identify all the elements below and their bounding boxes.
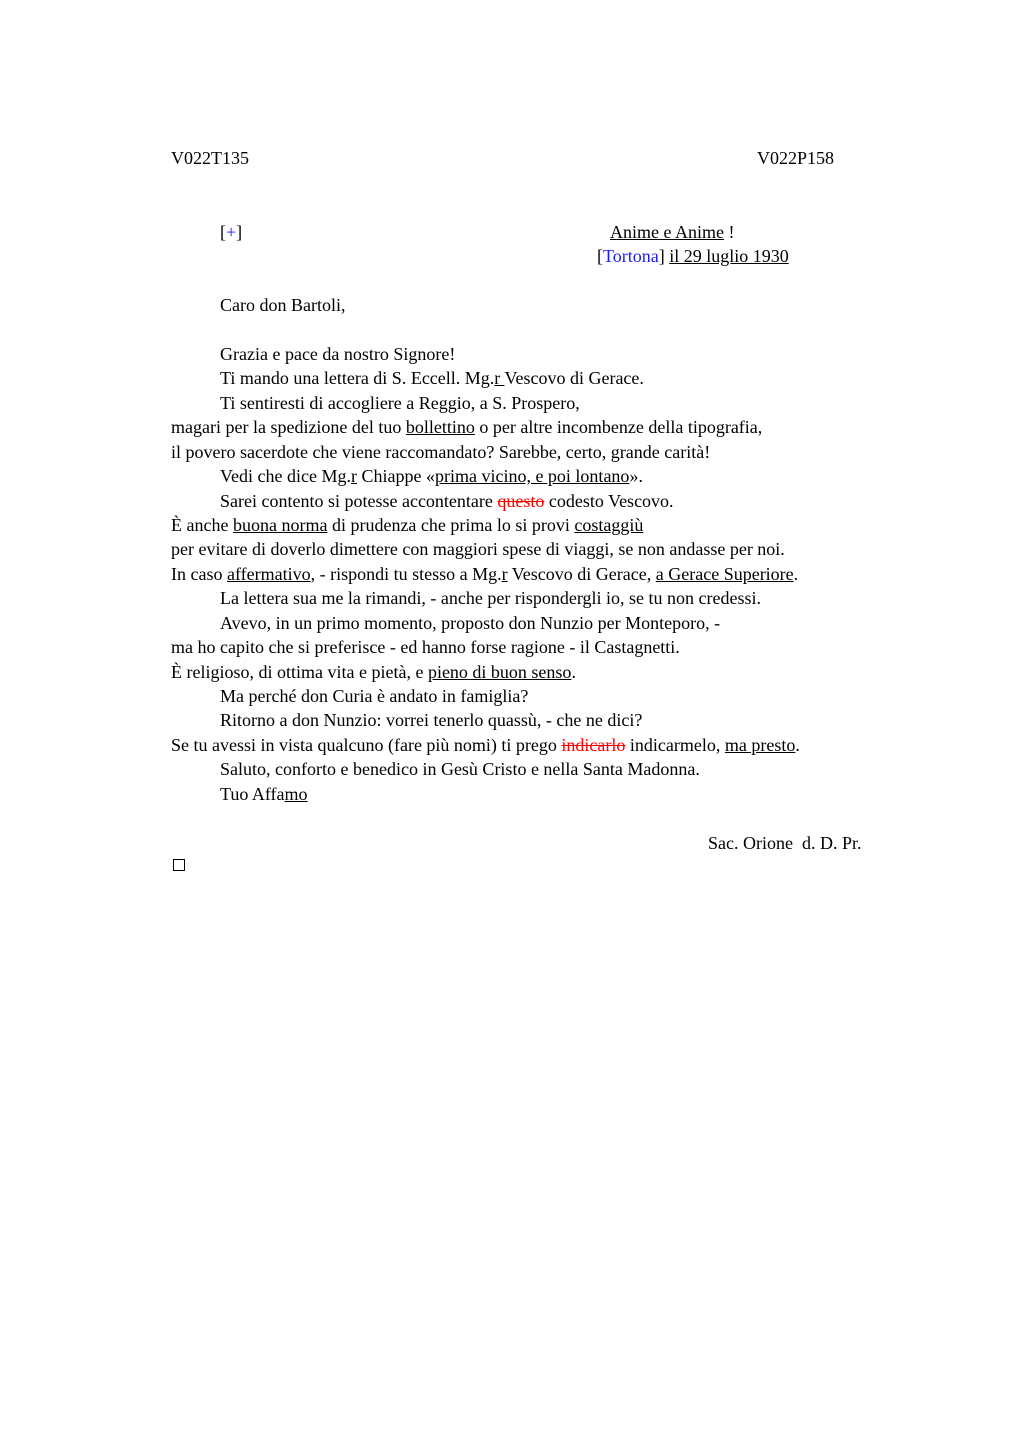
empty-square-icon: [173, 859, 185, 871]
place-date: [Tortona] il 29 luglio 1930: [597, 246, 789, 266]
body-line: Ma perché don Curia è andato in famiglia?: [220, 686, 529, 706]
salutation: Caro don Bartoli,: [220, 295, 346, 315]
document-code-right: V022P158: [757, 148, 835, 168]
body-line: Sarei contento si potesse accontentare questo codesto Vescovo.: [220, 491, 674, 511]
cross-icon: +: [226, 222, 237, 242]
letter-date: il 29 luglio 1930: [669, 246, 789, 266]
deleted-word: indicarlo: [561, 735, 626, 755]
closing: Tuo Affamo: [220, 784, 308, 804]
deleted-word: questo: [497, 491, 545, 511]
body-line: magari per la spedizione del tuo bollettino o per altre incombenze della tipografia,: [171, 417, 763, 437]
place-name: Tortona: [603, 246, 659, 266]
body-line: per evitare di doverlo dimettere con maggiori spese di viaggi, se non andasse per noi.: [171, 539, 785, 559]
cross-mark: [+]: [220, 222, 243, 242]
signature: Sac. Orione d. D. Pr.: [708, 833, 862, 853]
body-line: Vedi che dice Mg.r Chiappe «prima vicino, e poi lontano».: [220, 466, 643, 486]
body-line: Se tu avessi in vista qualcuno (fare più nomi) ti prego indicarlo indicarmelo, ma presto.: [171, 735, 800, 755]
body-line: Ritorno a don Nunzio: vorrei tenerlo quassù, - che ne dici?: [220, 710, 643, 730]
body-line: il povero sacerdote che viene raccomandato? Sarebbe, certo, grande carità!: [171, 442, 711, 462]
body-line: ma ho capito che si preferisce - ed hanno forse ragione - il Castagnetti.: [171, 637, 680, 657]
body-line: Ti mando una lettera di S. Eccell. Mg.r Vescovo di Gerace.: [220, 368, 644, 388]
letter-title: Anime e Anime !: [610, 222, 735, 242]
body-line: Ti sentiresti di accogliere a Reggio, a S. Prospero,: [220, 393, 580, 413]
body-line: È anche buona norma di prudenza che prima lo si provi costaggiù: [171, 515, 644, 535]
body-line: La lettera sua me la rimandi, - anche per rispondergli io, se tu non credessi.: [220, 588, 761, 608]
body-line: Grazia e pace da nostro Signore!: [220, 344, 456, 364]
body-line: Saluto, conforto e benedico in Gesù Cristo e nella Santa Madonna.: [220, 759, 700, 779]
body-line: Avevo, in un primo momento, proposto don Nunzio per Monteporo, -: [220, 613, 721, 633]
body-line: In caso affermativo, - rispondi tu stesso a Mg.r Vescovo di Gerace, a Gerace Superiore.: [171, 564, 799, 584]
document-code-left: V022T135: [171, 148, 249, 168]
body-line: È religioso, di ottima vita e pietà, e pieno di buon senso.: [171, 662, 576, 682]
